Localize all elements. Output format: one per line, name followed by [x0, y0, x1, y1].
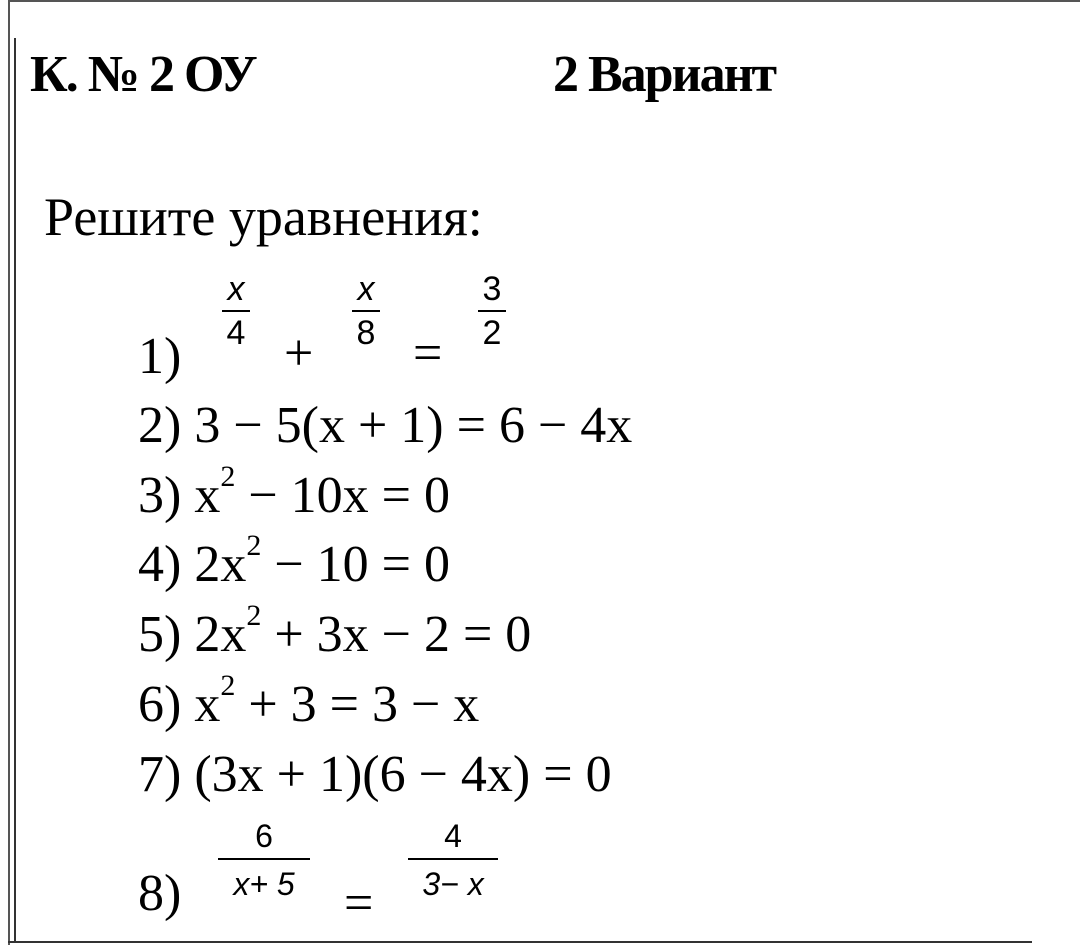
equation-number: 2) [138, 397, 182, 454]
equation-number: 7) [138, 746, 182, 803]
equation-1-fraction-2 [346, 270, 386, 352]
equation-rest: − 10 = 0 [261, 536, 450, 593]
equation-7 [138, 745, 612, 805]
equation-base: x [194, 467, 221, 524]
frame-left-border [8, 0, 10, 945]
fraction-bar [352, 310, 380, 312]
equation-1-number: 1) [138, 328, 182, 385]
equation-exponent: 2 [246, 529, 262, 562]
equation-8-number: 8) [138, 865, 182, 922]
equation-1-plus: + [284, 325, 314, 382]
fraction-denominator: 4 [226, 314, 246, 352]
equation-rest: + 3x − 2 = 0 [261, 606, 532, 663]
fraction-denominator: 2 [482, 314, 502, 352]
test-title: К. № 2 ОУ [30, 46, 256, 103]
equation-text: (3x + 1)(6 − 4x) = 0 [194, 746, 612, 803]
instruction-text: Решите уравнения: [44, 187, 483, 247]
equation-exponent: 2 [220, 669, 236, 702]
equation-number: 3) [138, 467, 182, 524]
frame-bottom-border [8, 941, 1032, 943]
equation-rest: + 3 = 3 − x [235, 676, 480, 733]
fraction-numerator: 3 [482, 270, 502, 308]
fraction-numerator: x [357, 270, 375, 308]
equation-exponent: 2 [246, 599, 262, 632]
fraction-numerator: 4 [444, 818, 462, 854]
equation-rest: − 10x = 0 [235, 467, 450, 524]
equation-base: 2x [194, 606, 247, 663]
equation-base: 2x [194, 536, 247, 593]
equation-base: x [194, 676, 221, 733]
fraction-bar [478, 310, 506, 312]
fraction-denominator: 3− x [422, 866, 484, 902]
fraction-numerator: 6 [255, 818, 273, 854]
frame-top-border [8, 0, 1080, 2]
equation-text: 3 − 5(x + 1) = 6 − 4x [194, 397, 633, 454]
equation-5 [138, 599, 532, 665]
equation-2 [138, 396, 632, 456]
equation-8-fraction-2 [408, 818, 498, 902]
equation-4 [138, 529, 450, 595]
equation-8-fraction-1 [218, 818, 310, 902]
equation-1-fraction-3 [472, 270, 512, 352]
equation-1-equals: = [413, 325, 443, 382]
equation-number: 4) [138, 536, 182, 593]
equation-1-fraction-1 [216, 270, 256, 352]
equation-3 [138, 460, 450, 526]
fraction-denominator: x+ 5 [233, 866, 295, 902]
fraction-bar [218, 858, 310, 860]
equation-6 [138, 669, 480, 735]
equation-number: 6) [138, 676, 182, 733]
frame-inner-border [14, 38, 16, 941]
variant-title: 2 Вариант [553, 46, 776, 103]
fraction-bar [408, 858, 498, 860]
fraction-numerator: x [227, 270, 245, 308]
equation-exponent: 2 [220, 460, 236, 493]
equation-8-equals: = [344, 875, 374, 932]
equation-number: 5) [138, 606, 182, 663]
fraction-denominator: 8 [356, 314, 376, 352]
fraction-bar [222, 310, 250, 312]
